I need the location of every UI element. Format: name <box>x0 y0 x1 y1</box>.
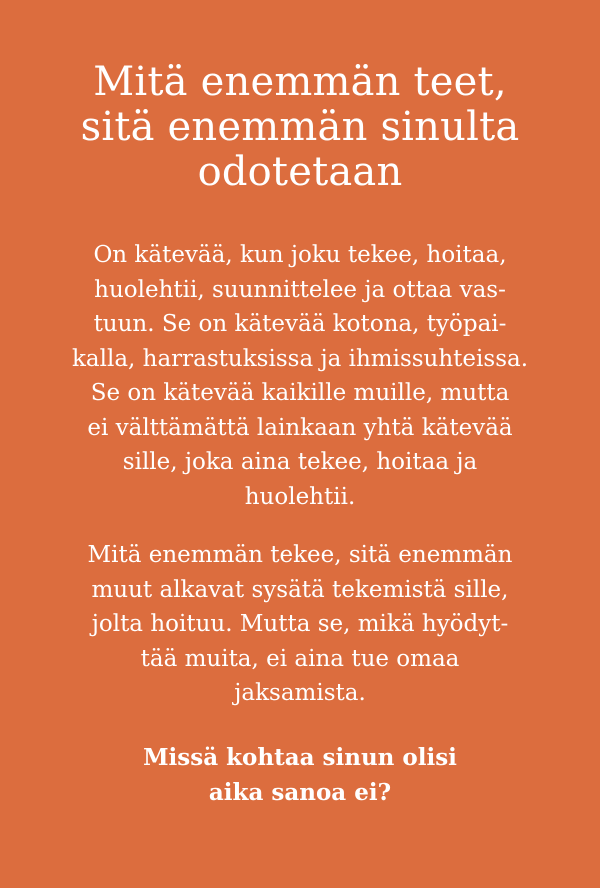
title-line: Mitä enemmän teet, <box>93 59 507 105</box>
question-line: Missä kohtaa sinun olisi <box>143 744 457 771</box>
title-line: odotetaan <box>197 149 403 195</box>
paragraph-line: Se on kätevää kaikille muille, mutta <box>90 380 510 406</box>
paragraph-line: tuun. Se on kätevää kotona, työpai- <box>93 311 507 337</box>
paragraph-line: jolta hoituu. Mutta se, mikä hyödyt- <box>91 611 509 637</box>
paragraph-1 <box>40 238 560 514</box>
paragraph-line: On kätevää, kun joku tekee, hoitaa, <box>93 242 507 268</box>
paragraph-2 <box>40 538 560 711</box>
question-line: aika sanoa ei? <box>208 778 392 806</box>
paragraph-line: jaksamista. <box>234 680 366 706</box>
paragraph-line: ei välttämättä lainkaan yhtä kätevää <box>87 414 513 441</box>
paragraph-line: sille, joka aina tekee, hoitaa ja <box>122 449 478 475</box>
title-line: sitä enemmän sinulta <box>80 104 520 150</box>
paragraph-line: huolehtii, suunnittelee ja ottaa vas- <box>94 276 506 303</box>
paragraph-line: kalla, harrastuksissa ja ihmissuhteissa. <box>71 345 529 372</box>
paragraph-line: muut alkavat sysätä tekemistä sille, <box>91 576 509 603</box>
page-title <box>40 60 560 195</box>
paragraph-line: huolehtii. <box>244 483 356 510</box>
paragraph-line: tää muita, ei aina tue omaa <box>140 645 460 672</box>
closing-question <box>40 741 560 810</box>
paragraph-line: Mitä enemmän tekee, sitä enemmän <box>87 542 513 568</box>
